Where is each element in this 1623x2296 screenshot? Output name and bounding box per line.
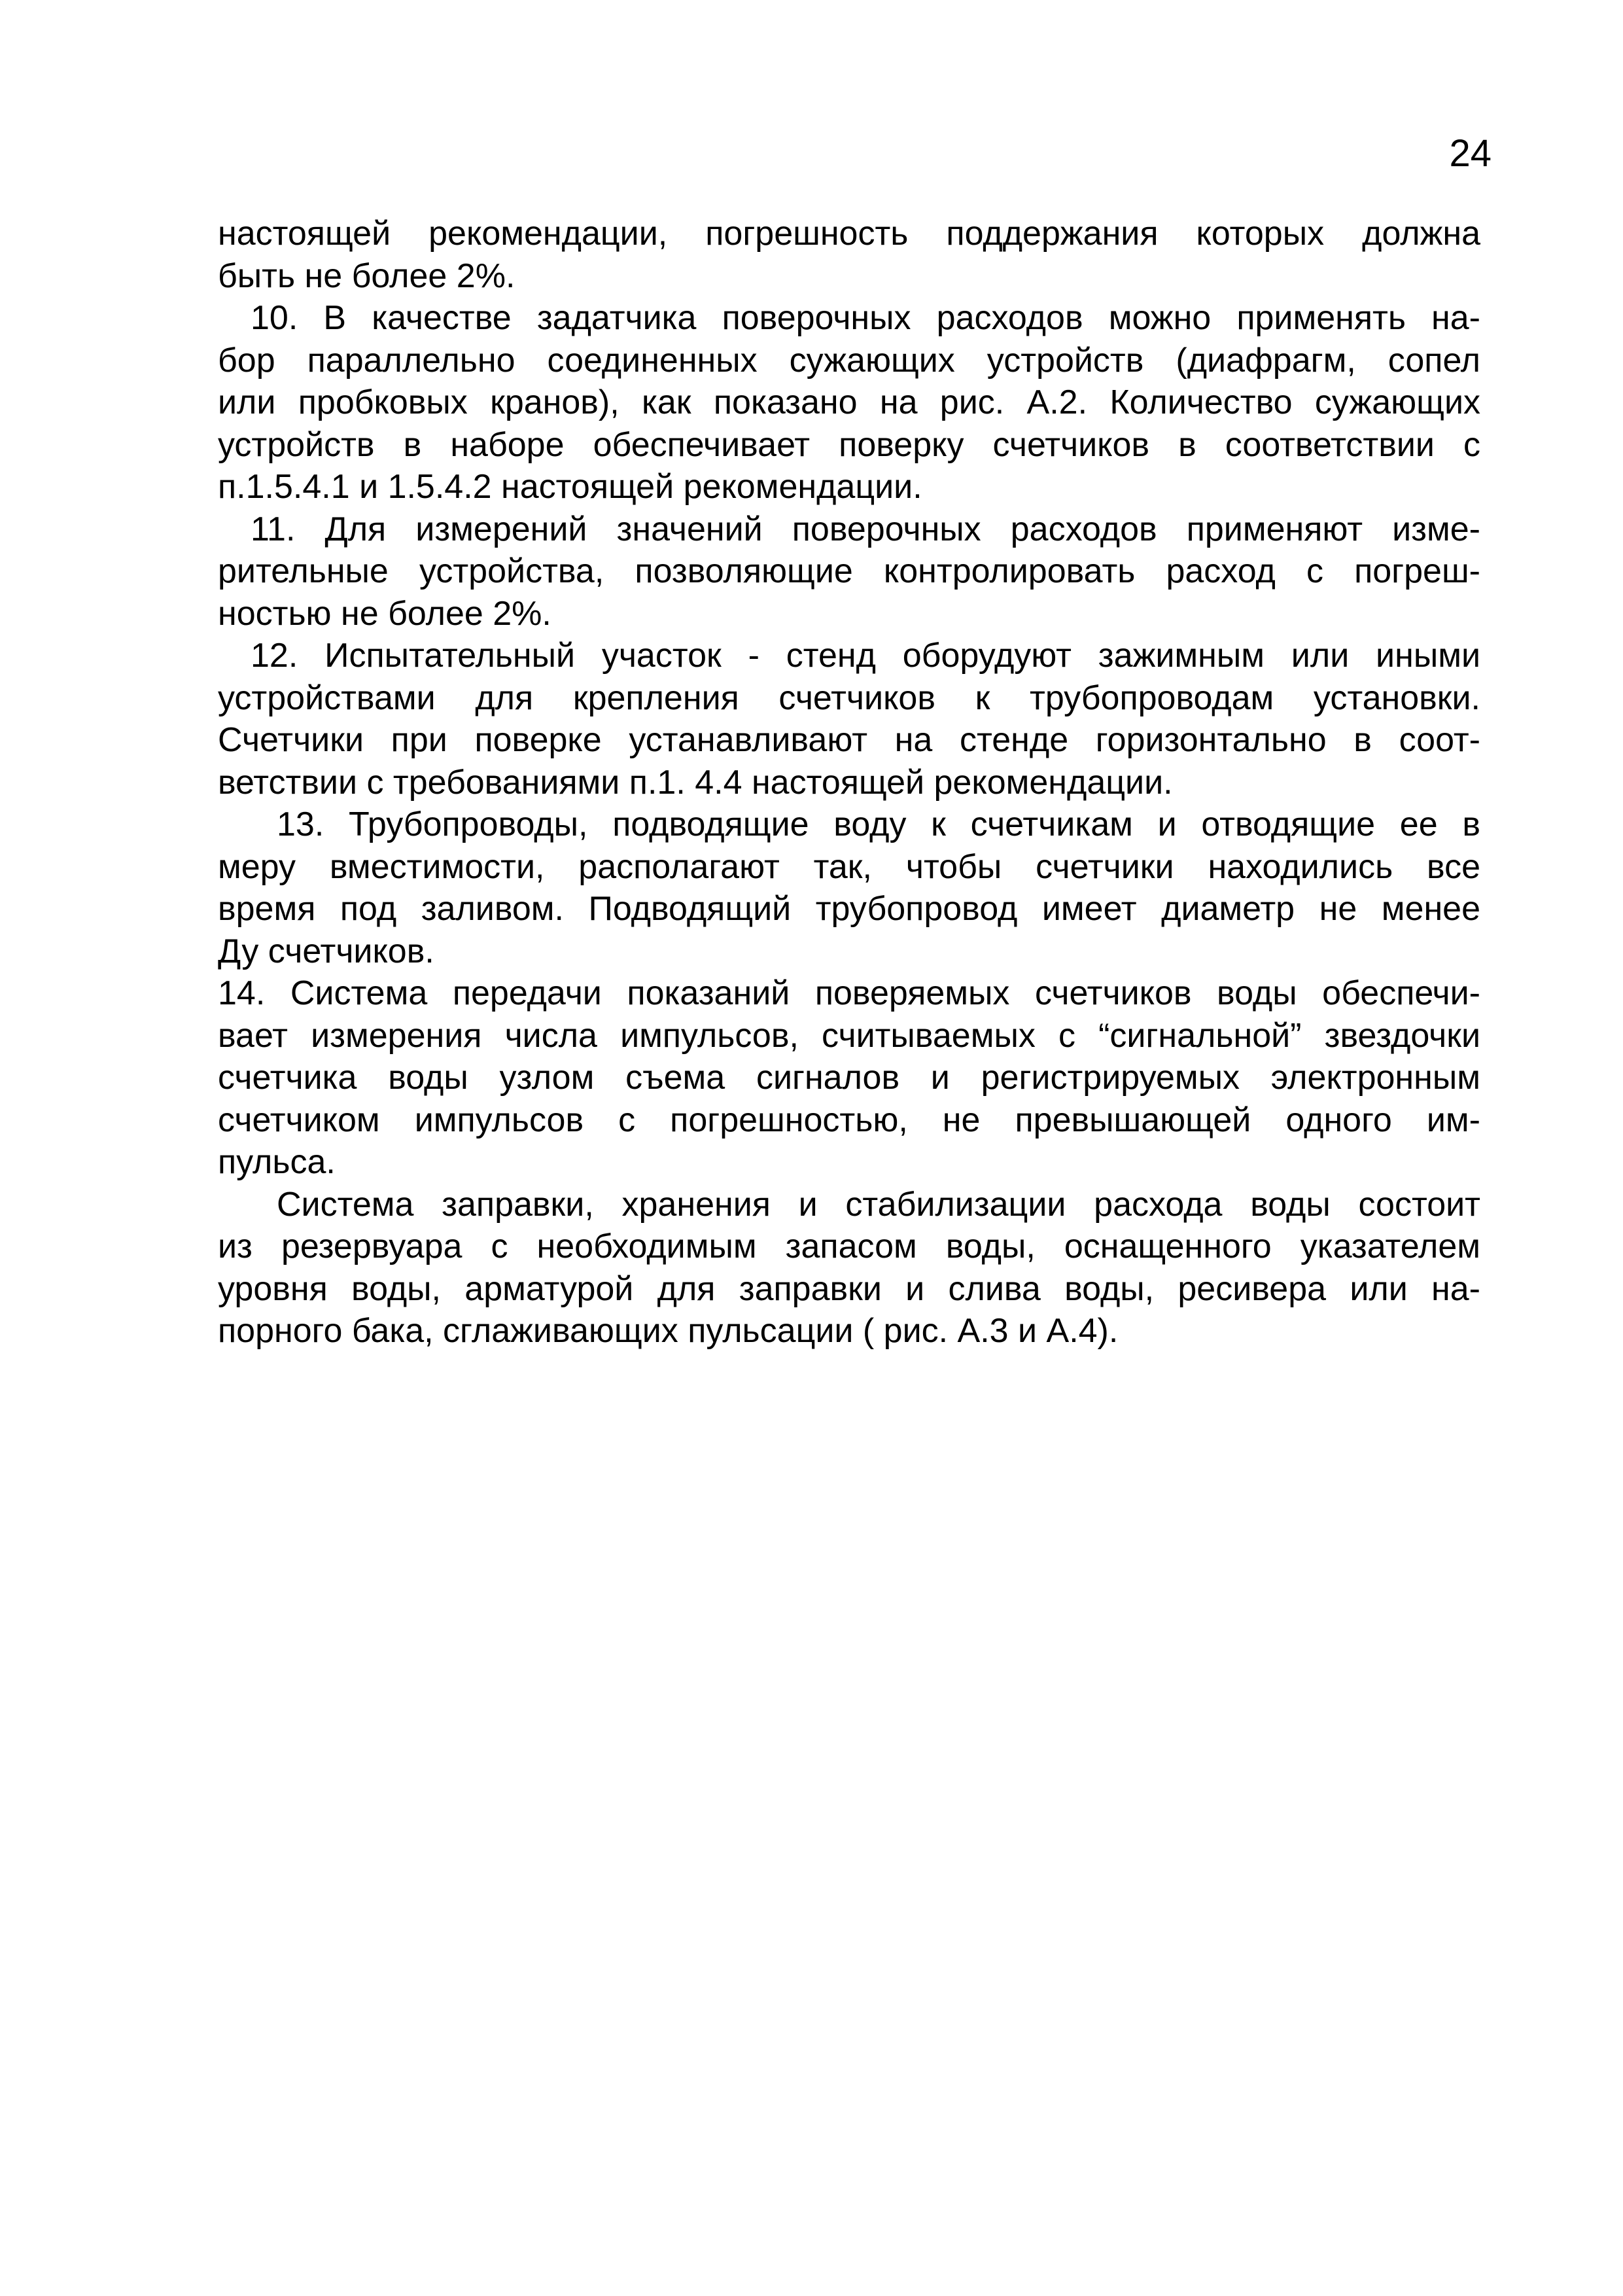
paragraph-item-10 xyxy=(218,297,1480,508)
text-line: время под заливом. Подводящий трубопровод имеет диаметр не менее xyxy=(218,890,1480,928)
text-line: 13. Трубопроводы, подводящие воду к счетчикам и отводящие ее в xyxy=(277,805,1480,843)
text-line: из резервуара с необходимым запасом воды, оснащенного указателем xyxy=(218,1227,1480,1265)
text-line: п.1.5.4.1 и 1.5.4.2 настоящей рекомендации. xyxy=(218,468,922,506)
text-line: уровня воды, арматурой для заправки и слива воды, ресивера или на- xyxy=(218,1269,1480,1308)
paragraph-continuation xyxy=(218,213,1480,297)
text-line: вает измерения числа импульсов, считываемых с “сигнальной” звездочки xyxy=(218,1016,1480,1055)
text-line: рительные устройства, позволяющие контролировать расход с погреш- xyxy=(218,552,1480,590)
text-line: быть не более 2%. xyxy=(218,256,515,295)
text-line: Счетчики при поверке устанавливают на стенде горизонтально в соот- xyxy=(218,721,1480,759)
text-line: ветствии с требованиями п.1. 4.4 настоящей рекомендации. xyxy=(218,763,1173,802)
paragraph-item-14 xyxy=(218,972,1480,1184)
text-line: или пробковых кранов), как показано на рис. А.2. Количество сужающих xyxy=(218,383,1480,421)
body-text xyxy=(218,213,1480,1352)
text-line: 12. Испытательный участок - стенд оборудуют зажимным или иными xyxy=(251,637,1480,675)
paragraph-item-11 xyxy=(218,508,1480,635)
text-line: устройствами для крепления счетчиков к трубопроводам установки. xyxy=(218,679,1480,717)
paragraph-item-12 xyxy=(218,635,1480,804)
paragraph-system xyxy=(218,1184,1480,1352)
text-line: настоящей рекомендации, погрешность поддержания которых должна xyxy=(218,215,1480,253)
text-line: Ду счетчиков. xyxy=(218,932,434,970)
text-line: 11. Для измерений значений поверочных расходов применяют изме- xyxy=(251,510,1480,548)
text-line: устройств в наборе обеспечивает поверку счетчиков в соответствии с xyxy=(218,425,1480,464)
text-line: 10. В качестве задатчика поверочных расходов можно применять на- xyxy=(251,299,1480,337)
text-line: ностью не более 2%. xyxy=(218,594,551,633)
text-line: пульса. xyxy=(218,1143,336,1181)
text-line: 14. Система передачи показаний поверяемых счетчиков воды обеспечи- xyxy=(218,974,1480,1012)
text-line: порного бака, сглаживающих пульсации ( рис. А.3 и А.4). xyxy=(218,1312,1119,1350)
text-line: меру вместимости, располагают так, чтобы счетчики находились все xyxy=(218,847,1480,886)
text-line: счетчика воды узлом съема сигналов и регистрируемых электронным xyxy=(218,1059,1480,1097)
text-line: Система заправки, хранения и стабилизации расхода воды состоит xyxy=(277,1185,1480,1224)
text-line: счетчиком импульсов с погрешностью, не превышающей одного им- xyxy=(218,1101,1480,1139)
text-line: бор параллельно соединенных сужающих устройств (диафрагм, сопел xyxy=(218,341,1480,380)
page-number: 24 xyxy=(1449,132,1492,175)
paragraph-item-13 xyxy=(218,804,1480,972)
